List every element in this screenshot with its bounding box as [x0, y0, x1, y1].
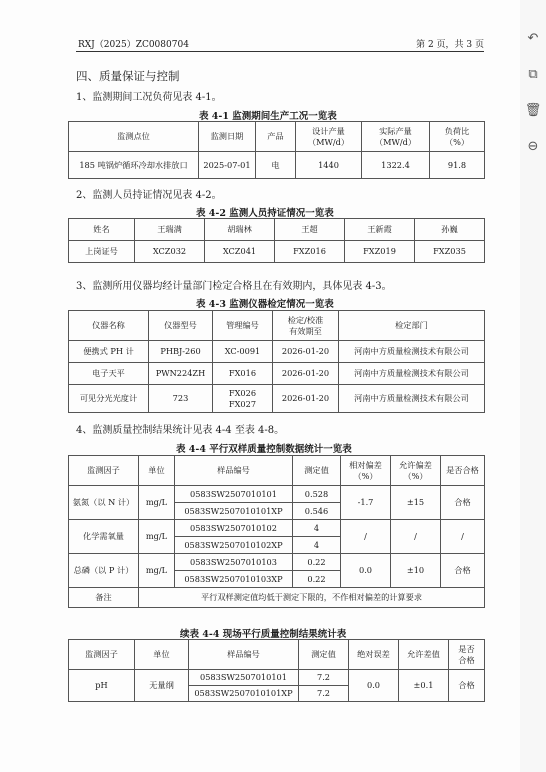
- t44-header: 测定值: [293, 456, 341, 486]
- t41-cell: 91.8: [430, 152, 485, 179]
- t44b-header: 允许差值: [399, 640, 449, 670]
- t44-sample: 0583SW2507010102XP: [175, 537, 293, 554]
- t41-cell: 电: [256, 152, 296, 179]
- t44-header: 单位: [139, 456, 175, 486]
- t41-header: 设计产量 （MW/d）: [296, 122, 362, 152]
- table-4-2-caption: 表 4-2 监测人员持证情况一览表: [196, 208, 334, 219]
- t44-value: 0.528: [293, 486, 341, 503]
- t44-header: 样品编号: [175, 456, 293, 486]
- t43-cell: 河南中方质量检测技术有限公司: [339, 341, 485, 363]
- t44-factor: 化学需氧量: [69, 520, 139, 554]
- t44-sample: 0583SW2507010101: [175, 486, 293, 503]
- t44-allow: /: [391, 520, 441, 554]
- t43-cell: 河南中方质量检测技术有限公司: [339, 363, 485, 385]
- header-rule: [76, 51, 484, 52]
- t43-cell: 2026-01-20: [273, 341, 339, 363]
- t44-value: 0.546: [293, 503, 341, 520]
- t44b-sample: 0583SW2507010101: [189, 670, 299, 686]
- table-4-4: [68, 455, 485, 608]
- t44b-value: 7.2: [299, 686, 349, 702]
- delete-icon[interactable]: 🗑: [524, 103, 542, 118]
- paragraph-3: 3、监测所用仪器均经计量部门检定合格且在有效期内，具体见表 4-3。: [76, 281, 392, 292]
- t41-cell: 1440: [296, 152, 362, 179]
- paragraph-1: 1、监测期间工况负荷见表 4-1。: [76, 92, 222, 103]
- page-number: 第 2 页，共 3 页: [416, 40, 484, 50]
- t43-cell: 便携式 PH 计: [69, 341, 149, 363]
- t43-cell: XC-0091: [213, 341, 273, 363]
- table-4-3: [68, 310, 485, 413]
- t44-note: 平行双样测定值均低于测定下限的，不作相对偏差的计算要求: [139, 588, 485, 608]
- t44-factor: 总磷（以 P 计）: [69, 554, 139, 588]
- table-4-1: [68, 121, 485, 179]
- t43-cell: PWN224ZH: [149, 363, 213, 385]
- t41-cell: 185 吨锅炉循环冷却水排放口: [69, 152, 199, 179]
- t41-header: 产品: [256, 122, 296, 152]
- t44-header: 相对偏差 （%）: [341, 456, 391, 486]
- t44b-abs: 0.0: [349, 670, 399, 702]
- table-4-4b-caption: 续表 4-4 现场平行质量控制结果统计表: [180, 629, 347, 640]
- t41-header: 实际产量 （MW/d）: [362, 122, 430, 152]
- t43-cell: 2026-01-20: [273, 385, 339, 413]
- table-4-3-caption: 表 4-3 监测仪器检定情况一览表: [196, 299, 334, 310]
- t44-sample: 0583SW2507010103XP: [175, 571, 293, 588]
- t44-value: 0.22: [293, 571, 341, 588]
- t42-cert: XCZ041: [205, 241, 275, 263]
- t43-header: 检定部门: [339, 311, 485, 341]
- t43-cell: FX016: [213, 363, 273, 385]
- undo-icon[interactable]: ↶: [527, 31, 539, 46]
- side-toolbar: [520, 0, 546, 772]
- t42-name: 胡瑞林: [205, 219, 275, 241]
- t44-header: 是否合格: [441, 456, 485, 486]
- t44b-header: 监测因子: [69, 640, 135, 670]
- t44-ok: 合格: [441, 486, 485, 520]
- t44b-header: 测定值: [299, 640, 349, 670]
- t43-cell: 电子天平: [69, 363, 149, 385]
- t44b-unit: 无量纲: [135, 670, 189, 702]
- t42-cert: FXZ016: [275, 241, 345, 263]
- t44b-value: 7.2: [299, 670, 349, 686]
- t44-sample: 0583SW2507010102: [175, 520, 293, 537]
- t44-allow: ±10: [391, 554, 441, 588]
- t44b-header: 绝对误差: [349, 640, 399, 670]
- t41-cell: 2025-07-01: [199, 152, 256, 179]
- t43-header: 仪器名称: [69, 311, 149, 341]
- t44b-factor: pH: [69, 670, 135, 702]
- t44-rel: 0.0: [341, 554, 391, 588]
- t44-ok: 合格: [441, 554, 485, 588]
- t43-cell: 2026-01-20: [273, 363, 339, 385]
- table-4-2: [68, 218, 485, 263]
- t44-note-label: 备注: [69, 588, 139, 608]
- t44-sample: 0583SW2507010103: [175, 554, 293, 571]
- t44-rel: /: [341, 520, 391, 554]
- t41-cell: 1322.4: [362, 152, 430, 179]
- t43-cell: 河南中方质量检测技术有限公司: [339, 385, 485, 413]
- paragraph-2: 2、监测人员持证情况见表 4-2。: [76, 190, 222, 201]
- t44-value: 0.22: [293, 554, 341, 571]
- t44-unit: mg/L: [139, 554, 175, 588]
- t44-value: 4: [293, 537, 341, 554]
- t41-header: 监测日期: [199, 122, 256, 152]
- t42-cert-label: 上岗证号: [69, 241, 135, 263]
- t42-name: 王超: [275, 219, 345, 241]
- paragraph-4: 4、监测质量控制结果统计见表 4-4 至表 4-8。: [76, 425, 285, 436]
- t42-cert: XCZ032: [135, 241, 205, 263]
- t44b-header: 单位: [135, 640, 189, 670]
- t44b-ok: 合格: [449, 670, 485, 702]
- section-title: 四、质量保证与控制: [76, 69, 180, 83]
- t41-header: 监测点位: [69, 122, 199, 152]
- table-4-1-caption: 表 4-1 监测期间生产工况一览表: [199, 111, 337, 122]
- copy-icon[interactable]: ⧉: [528, 67, 538, 82]
- t43-header: 仪器型号: [149, 311, 213, 341]
- t44-value: 4: [293, 520, 341, 537]
- t44b-allow: ±0.1: [399, 670, 449, 702]
- t43-cell: 可见分光光度计: [69, 385, 149, 413]
- minus-icon[interactable]: ⊖: [527, 139, 539, 154]
- t42-name: 王新霞: [345, 219, 415, 241]
- t44-header: 监测因子: [69, 456, 139, 486]
- t44b-header: 是否 合格: [449, 640, 485, 670]
- t44b-sample: 0583SW2507010101XP: [189, 686, 299, 702]
- doc-number: RXJ（2025）ZC0080704: [78, 40, 189, 50]
- t42-name: 王瑞满: [135, 219, 205, 241]
- t44-rel: -1.7: [341, 486, 391, 520]
- t44-allow: ±15: [391, 486, 441, 520]
- t44-unit: mg/L: [139, 520, 175, 554]
- t42-name-label: 姓名: [69, 219, 135, 241]
- table-4-4-caption: 表 4-4 平行双样质量控制数据统计一览表: [176, 444, 352, 455]
- t43-cell: PHBJ-260: [149, 341, 213, 363]
- t43-cell: 723: [149, 385, 213, 413]
- t43-header: 管理编号: [213, 311, 273, 341]
- t44-factor: 氨氮（以 N 计）: [69, 486, 139, 520]
- t42-name: 孙巍: [415, 219, 485, 241]
- t43-cell: FX026 FX027: [213, 385, 273, 413]
- t42-cert: FXZ035: [415, 241, 485, 263]
- t44-header: 允许偏差 （%）: [391, 456, 441, 486]
- t44-unit: mg/L: [139, 486, 175, 520]
- t43-header: 检定/校准 有效期至: [273, 311, 339, 341]
- t44-ok: /: [441, 520, 485, 554]
- table-4-4b: [68, 639, 485, 702]
- t44-sample: 0583SW2507010101XP: [175, 503, 293, 520]
- t44b-header: 样品编号: [189, 640, 299, 670]
- t42-cert: FXZ019: [345, 241, 415, 263]
- t41-header: 负荷比 （%）: [430, 122, 485, 152]
